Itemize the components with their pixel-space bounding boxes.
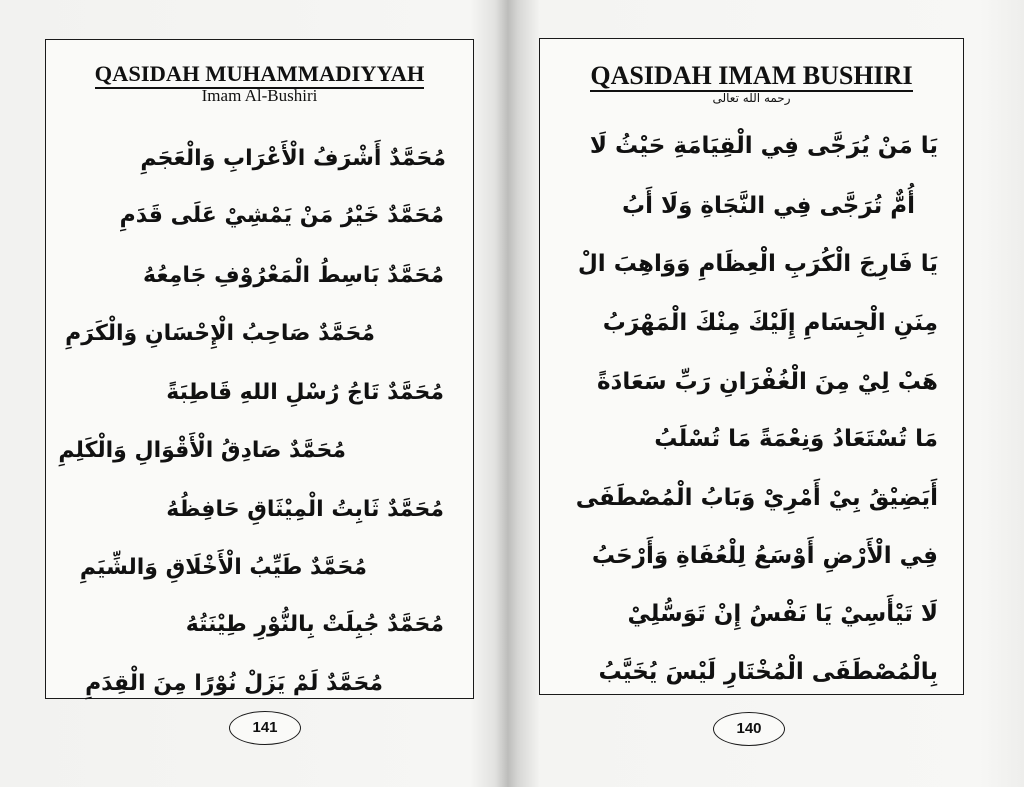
verse-line: مِنَنِ الْجِسَامِ إِلَيْكَ مِنْكَ الْمَهْرَبُ	[602, 310, 938, 336]
verse-line: مُحَمَّدٌ بَاسِطُ الْمَعْرُوْفِ جَامِعُهُ	[142, 263, 444, 288]
verse-line: يَا فَارِجَ الْكُرَبِ الْعِظَامِ وَوَاهِبَ الْ	[577, 251, 938, 277]
verse-line: يَا مَنْ يُرَجَّى فِي الْقِيَامَةِ حَيْثُ لَا	[589, 133, 938, 159]
verse-line: مُحَمَّدٌ صَادِقُ الْأَقْوَالِ وَالْكَلِمِ	[58, 438, 346, 463]
verse-line: مُحَمَّدٌ تَاجُ رُسْلِ اللهِ قَاطِبَةً	[166, 380, 444, 405]
verse-line: مُحَمَّدٌ خَيْرُ مَنْ يَمْشِيْ عَلَى قَدَمِ	[119, 203, 444, 228]
right-page	[512, 0, 1024, 787]
left-page-frame	[45, 39, 474, 699]
verse-line: هَبْ لِيْ مِنَ الْغُفْرَانِ رَبِّ سَعَادَةً	[596, 369, 938, 395]
right-page-title: QASIDAH IMAM BUSHIRI	[590, 61, 913, 90]
verse-line: مُحَمَّدٌ لَمْ يَزَلْ نُوْرًا مِنَ الْقِدَمِ	[85, 671, 383, 696]
verse-line: أُمٌّ تُرَجَّى فِي النَّجَاةِ وَلَا أَبُ	[621, 193, 915, 219]
verse-line: مُحَمَّدٌ أَشْرَفُ الْأَعْرَابِ وَالْعَجَمِ	[140, 146, 446, 171]
left-page-subtitle: Imam Al-Bushiri	[201, 86, 318, 105]
verse-line: بِالْمُصْطَفَى الْمُخْتَارِ لَيْسَ يُخَيَّبُ	[598, 659, 938, 685]
page-number: 140	[713, 712, 785, 746]
verse-line: مُحَمَّدٌ ثَابِتُ الْمِيْثَاقِ حَافِظُهُ	[166, 497, 444, 522]
verse-line: مُحَمَّدٌ صَاحِبُ الْإِحْسَانِ وَالْكَرَمِ	[65, 321, 375, 346]
left-page	[0, 0, 505, 787]
page-number: 141	[229, 711, 301, 745]
verse-line: مُحَمَّدٌ طَيِّبُ الْأَخْلَاقِ وَالشِّيَمِ	[79, 555, 367, 580]
left-page-title: QASIDAH MUHAMMADIYYAH	[46, 61, 473, 89]
verse-line: مُحَمَّدٌ جُبِلَتْ بِالنُّوْرِ طِيْنَتُهُ	[185, 612, 444, 637]
verse-line: أَيَضِيْقُ بِيْ أَمْرِيْ وَبَابُ الْمُصْطَفَى	[575, 485, 938, 511]
right-page-frame	[539, 38, 964, 695]
verse-line: مَا تُسْتَعَادُ وَنِعْمَةً مَا تُسْلَبُ	[654, 426, 938, 452]
right-page-subtitle: رحمه الله تعالى	[712, 91, 791, 105]
verse-line: فِي الْأَرْضِ أَوْسَعُ لِلْعُفَاةِ وَأَرْحَبُ	[591, 543, 938, 569]
verse-line: لَا تَيْأَسِيْ يَا نَفْسُ إِنْ تَوَسُّلِيْ	[627, 601, 938, 627]
